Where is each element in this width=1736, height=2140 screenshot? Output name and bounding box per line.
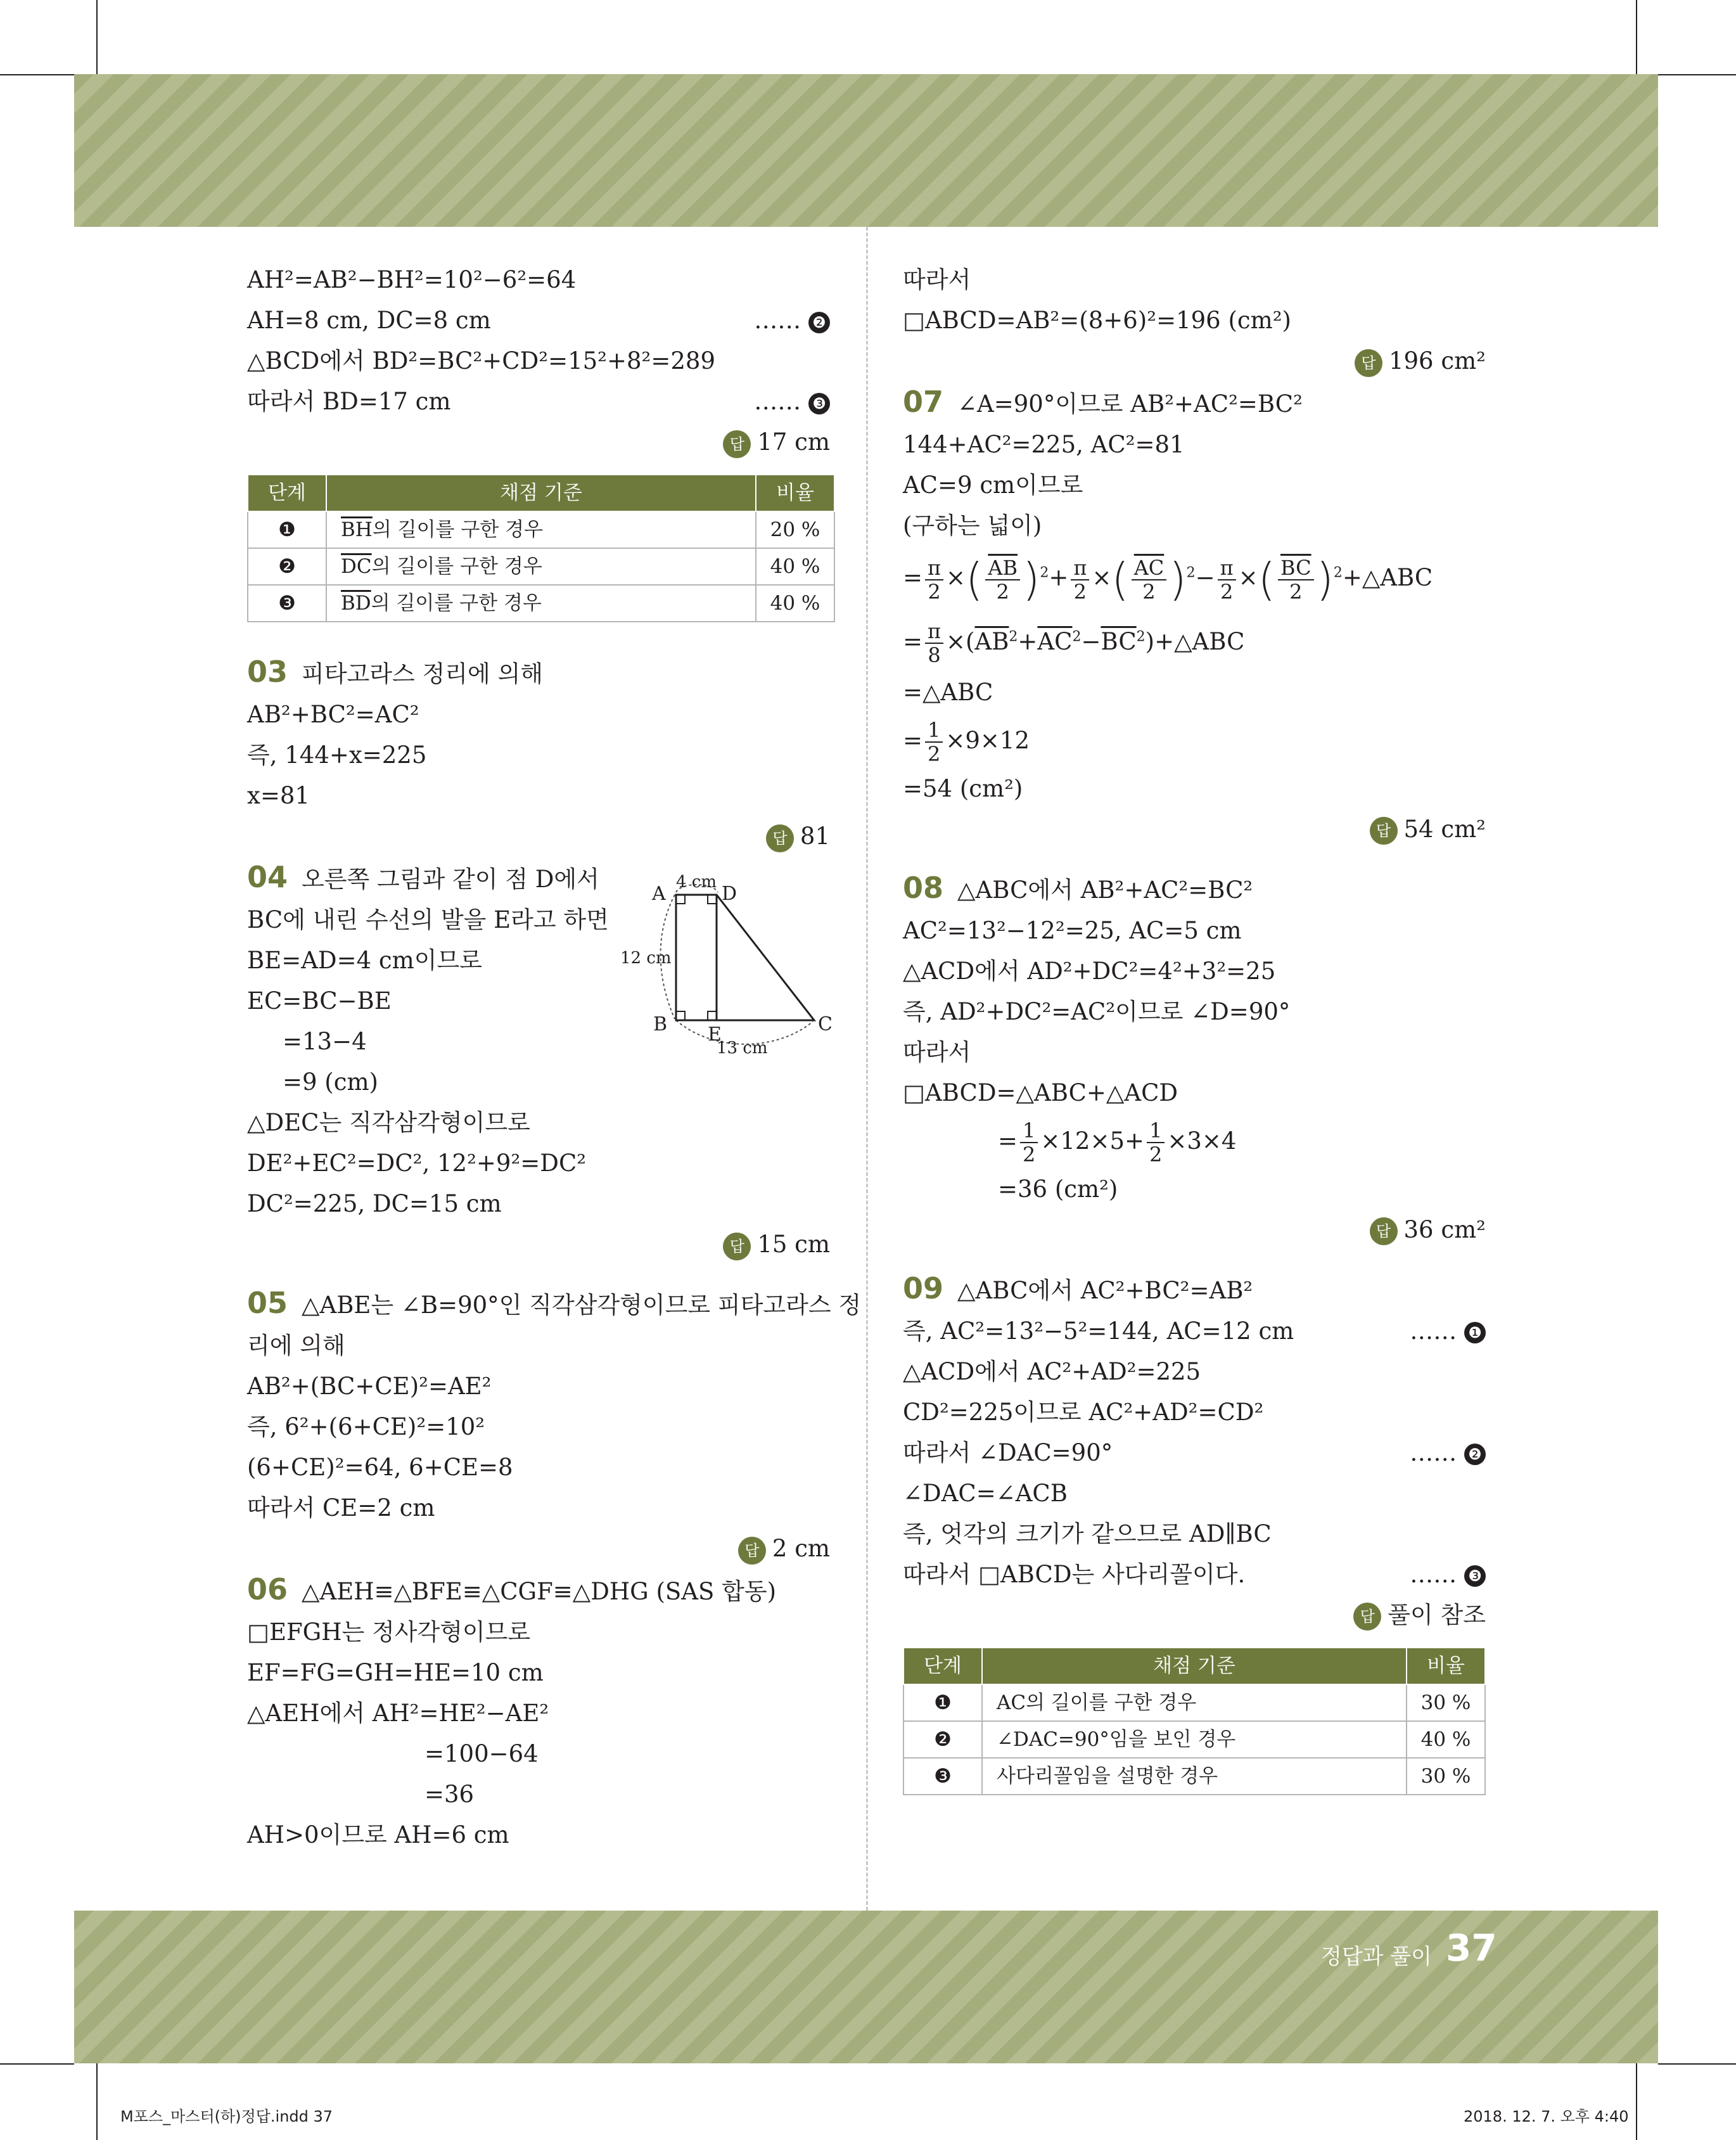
text-line: 따라서 [903,1038,971,1066]
text-line: □EFGH는 정사각형이므로 [247,1618,531,1646]
text-line: AC²=13²−12²=25, AC=5 cm [903,916,1242,944]
text-line: AH>0이므로 AH=6 cm [247,1821,509,1848]
crop-mark [1658,2063,1736,2065]
crop-mark [0,2063,74,2065]
answer-badge: 답 [738,1537,766,1565]
text-line: 따라서 □ABCD는 사다리꼴이다. …… ❸ [903,1554,1486,1595]
crop-mark [96,0,98,74]
answer-line: 답 36 cm² [903,1210,1486,1250]
text-line: △ACD에서 AC²+AD²=225 [903,1357,1201,1385]
answer-line: 답 196 cm² [903,341,1486,381]
text-line: 따라서 CE=2 cm [247,1494,435,1522]
crop-mark [96,2063,98,2140]
text-line: (6+CE)²=64, 6+CE=8 [247,1454,513,1481]
answer-line: 답 54 cm² [903,809,1486,850]
footer-date: 2018. 12. 7. 오후 4:40 [1464,2108,1629,2125]
problem-title: 05 △ABE는 ∠B=90°인 직각삼각형이므로 피타고라스 정 [247,1286,862,1320]
text-line: △ACD에서 AD²+DC²=4²+3²=25 [903,957,1276,985]
fig-label-C: C [818,1013,833,1035]
text-line: △AEH에서 AH²=HE²−AE² [247,1700,549,1727]
math-line: = $\frac{1}{2}$ ×12×5+ $\frac{1}{2}$ ×3×4 [998,1118,1237,1167]
text-line: x=81 [247,782,310,809]
step-marker: ❸ [1464,1565,1486,1587]
problem-title: 03 피타고라스 정리에 의해 [247,655,543,689]
grading-table [247,474,835,622]
answer-badge: 답 [1370,817,1398,845]
text-line: DC²=225, DC=15 cm [247,1190,502,1217]
text-line: =△ABC [903,678,993,706]
problem-title: 04 오른쪽 그림과 같이 점 D에서 [247,860,599,894]
right-column [903,260,1486,1807]
problem-title: 08 △ABC에서 AB²+AC²=BC² [903,870,1253,905]
crop-mark [1658,74,1736,75]
text-line: AH=8 cm, DC=8 cm …… ❷ [247,300,830,341]
answer-line: 답 2 cm [247,1528,830,1569]
table-row: ❶ AC의 길이를 구한 경우 30 % [903,1684,1485,1721]
text-line: EC=BC−BE [247,987,392,1015]
table-row: ❷ $\overline{DC}$의 길이를 구한 경우 40 % [248,548,834,585]
text-line: AC=9 cm이므로 [903,471,1083,499]
text-line: △BCD에서 BD²=BC²+CD²=15²+8²=289 [247,347,715,375]
answer-line: 답 17 cm [247,422,830,463]
text-line: BE=AD=4 cm이므로 [247,947,482,974]
answer-badge: 답 [766,824,794,852]
text-line: AH²=AB²−BH²=10²−6²=64 [247,266,577,293]
text-line: ∠DAC=∠ACB [903,1479,1068,1507]
text-line: EF=FG=GH=HE=10 cm [247,1659,544,1686]
text-line: 따라서 BD=17 cm …… ❸ [247,381,830,422]
answer-badge: 답 [1370,1217,1398,1245]
text-line: 즉, AC²=13²−5²=144, AC=12 cm …… ❶ [903,1311,1486,1352]
column-divider [866,227,868,1911]
text-line: =54 (cm²) [903,774,1023,802]
page-number: 37 [1446,1926,1497,1970]
answer-line: 답 풀이 참조 [903,1595,1486,1636]
crop-mark [0,74,74,75]
bottom-band [74,1911,1658,2063]
table-header: 비율 [1407,1648,1485,1684]
fig-label-left: 12 cm [620,949,672,968]
text-line: =36 [424,1781,475,1808]
answer-line: 답 15 cm [247,1224,830,1265]
problem-title: 09 △ABC에서 AC²+BC²=AB² [903,1271,1253,1305]
table-header: 비율 [756,475,834,511]
text-line: 리에 의해 [247,1332,345,1359]
table-row: ❷ ∠DAC=90°임을 보인 경우 40 % [903,1721,1485,1758]
answer-badge: 답 [723,1233,751,1260]
step-marker: ❶ [1464,1322,1486,1343]
text-line: BC에 내린 수선의 발을 E라고 하면 [247,906,609,933]
fig-label-E: E [708,1023,722,1046]
crop-mark [1636,2063,1637,2140]
footer-file: M포스_마스터(하)정답.indd 37 [120,2108,333,2125]
problem-title: 06 △AEH≡△BFE≡△CGF≡△DHG (SAS 합동) [247,1572,777,1606]
text-line: 즉, AD²+DC²=AC²이므로 ∠D=90° [903,997,1291,1025]
table-header: 단계 [248,475,326,511]
answer-line: 답 81 [247,816,830,857]
text-line: □ABCD=AB²=(8+6)²=196 (cm²) [903,307,1291,334]
grading-table [903,1647,1486,1795]
table-header: 채점 기준 [326,475,756,511]
text-line: 즉, 6²+(6+CE)²=10² [247,1413,485,1440]
text-line: 따라서 ∠DAC=90° …… ❷ [903,1433,1486,1473]
text-line: =13−4 [283,1028,367,1055]
table-row: ❸ 사다리꼴임을 설명한 경우 30 % [903,1758,1485,1795]
page-label: 정답과 풀이 [1320,1944,1432,1970]
math-line: = $\frac{1}{2}$ ×9×12 [903,718,1030,766]
text-line: =100−64 [424,1740,539,1767]
fig-label-bottom: 13 cm [717,1039,768,1058]
answer-badge: 답 [1355,349,1382,377]
answer-badge: 답 [1353,1603,1381,1631]
text-line: 144+AC²=225, AC²=81 [903,431,1185,458]
problem-title: 07 ∠A=90°이므로 AB²+AC²=BC² [903,385,1303,419]
trapezoid-figure [618,868,839,1058]
text-line: DE²+EC²=DC², 12²+9²=DC² [247,1150,587,1177]
fig-label-D: D [722,883,737,905]
table-header: 채점 기준 [982,1648,1407,1684]
text-line: =9 (cm) [283,1068,378,1096]
math-line: = $\frac{\pi}{8}$ $\times(\overline{AB}^2+\overline{AC}^2-\overline{BC}^2)+\triangle ABC$ [903,619,1245,667]
step-marker: ❸ [808,393,830,414]
text-line: AB²+(BC+CE)²=AE² [247,1373,492,1400]
text-line: □ABCD=△ABC+△ACD [903,1079,1178,1106]
table-row: ❶ $\overline{BH}$의 길이를 구한 경우 20 % [248,511,834,548]
text-line: 즉, 144+x=225 [247,741,427,769]
top-band [74,74,1658,227]
fig-label-A: A [652,883,666,905]
text-line: (구하는 넓이) [903,512,1042,539]
text-line: 즉, 엇각의 크기가 같으므로 AD∥BC [903,1520,1272,1547]
table-row: ❸ $\overline{BD}$의 길이를 구한 경우 40 % [248,585,834,622]
fig-label-B: B [653,1013,668,1035]
text-line: 따라서 [903,266,971,293]
text-line: △DEC는 직각삼각형이므로 [247,1109,530,1136]
table-header: 단계 [903,1648,982,1684]
text-line: AB²+BC²=AC² [247,701,419,728]
fig-label-top: 4 cm [676,873,717,892]
crop-mark [1636,0,1637,74]
text-line: =36 (cm²) [998,1175,1118,1203]
text-line: CD²=225이므로 AC²+AD²=CD² [903,1398,1264,1426]
step-marker: ❷ [1464,1444,1486,1465]
math-line: = $\frac{\pi}{2}$ ×( $\frac{\overline{AB}}{2}$ )$^2$+ $\frac{\pi}{2}$ ×( $\frac{\overline{AC}}{2}$ )$^2$− $\frac{\pi}{2}$ ×( $\frac{\overline{BC}}{2}$ )$^2$+△ABC [903,553,1433,606]
step-marker: ❷ [808,312,830,333]
answer-badge: 답 [723,430,751,458]
